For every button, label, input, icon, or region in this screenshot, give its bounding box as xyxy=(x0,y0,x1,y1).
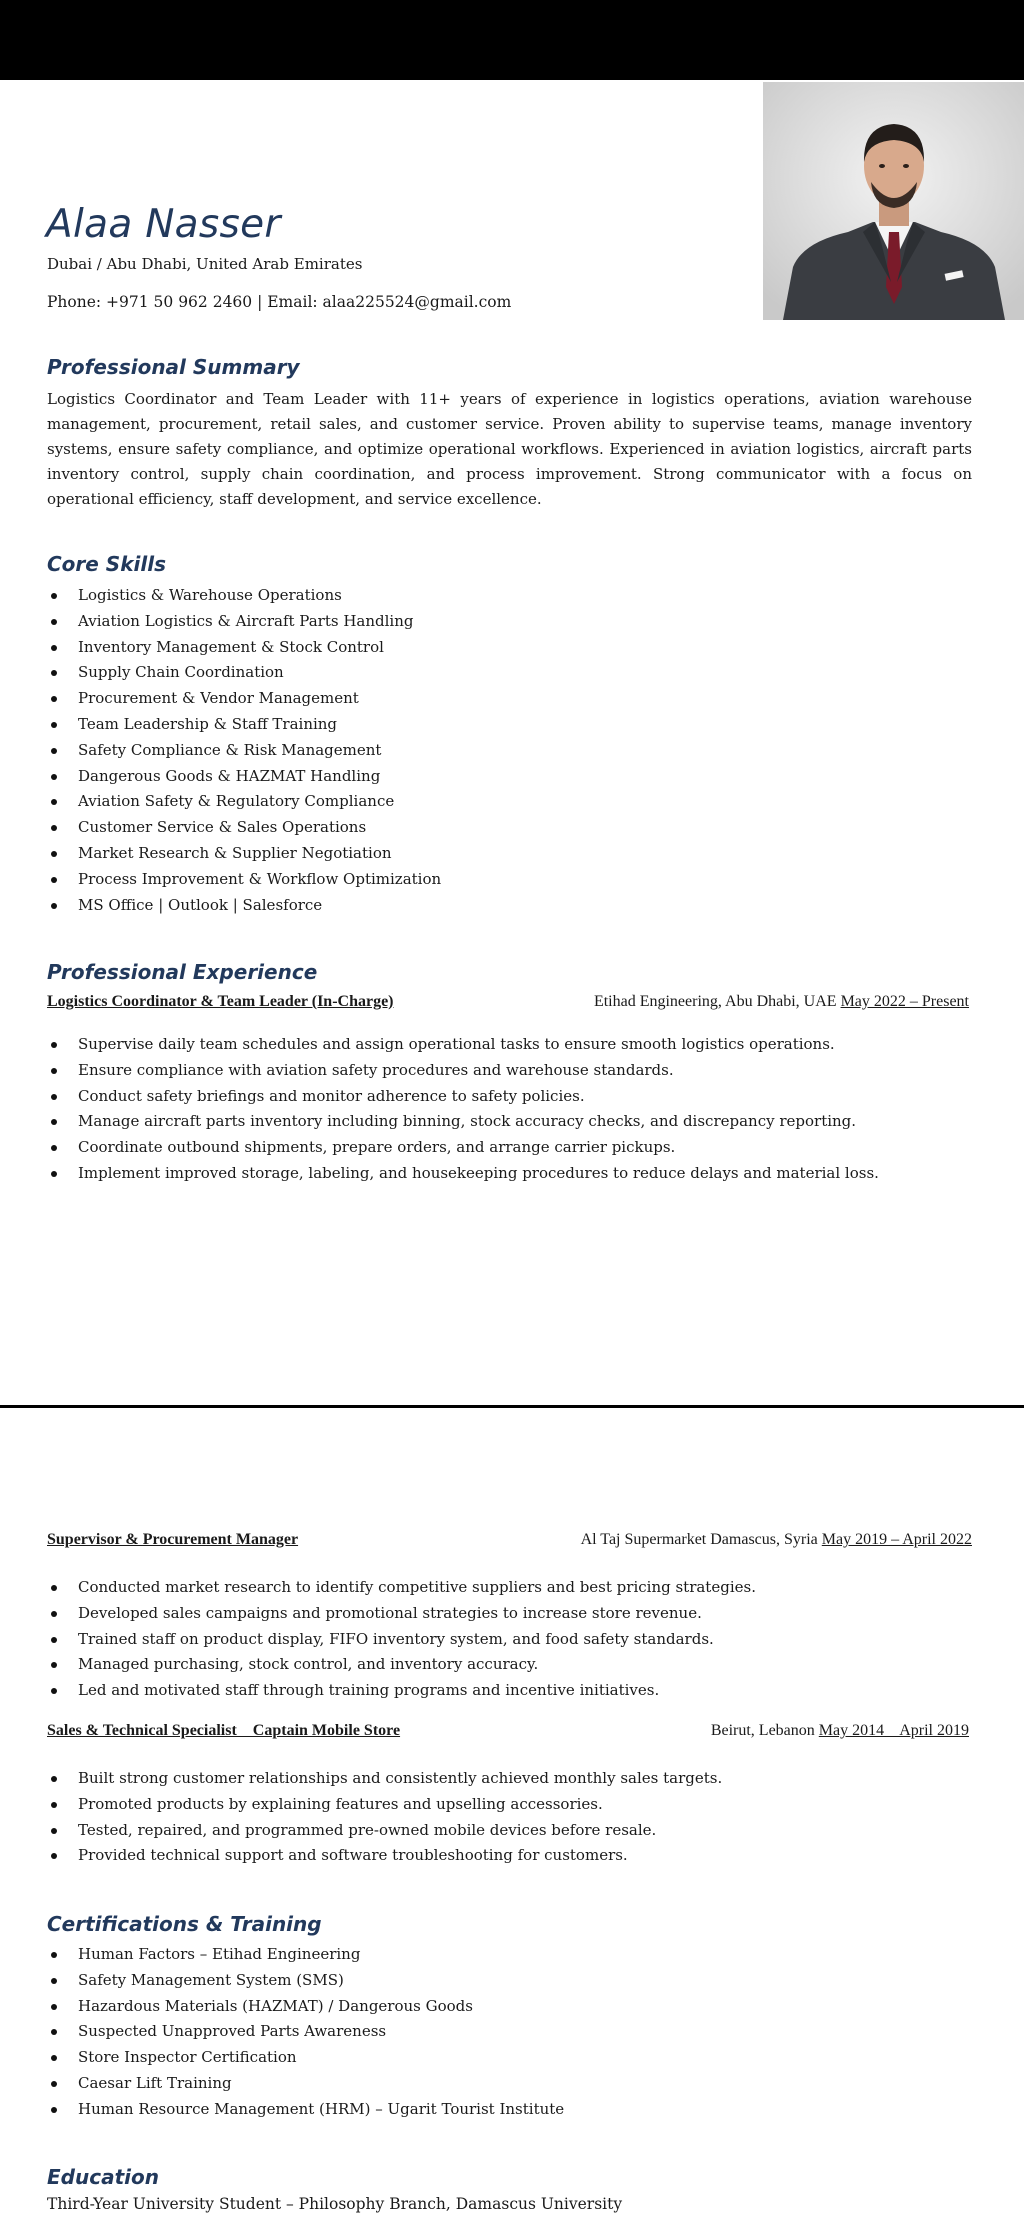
list-item: Supply Chain Coordination xyxy=(47,660,441,686)
list-item: Human Factors – Etihad Engineering xyxy=(47,1942,564,1968)
list-item: Built strong customer relationships and consistently achieved monthly sales targets. xyxy=(47,1766,722,1792)
core-skills-heading: Core Skills xyxy=(47,552,166,576)
job-company-dates xyxy=(594,993,969,1011)
list-item: Supervise daily team schedules and assign operational tasks to ensure smooth logistics operations. xyxy=(47,1032,879,1058)
list-item: Ensure compliance with aviation safety procedures and warehouse standards. xyxy=(47,1058,879,1084)
job-dates: May 2022 – Present xyxy=(840,993,969,1010)
profile-photo xyxy=(763,82,1024,320)
list-item: Implement improved storage, labeling, and housekeeping procedures to reduce delays and material loss. xyxy=(47,1161,879,1187)
job-dates: May 2014 April 2019 xyxy=(818,1722,969,1739)
certifications-heading: Certifications & Training xyxy=(47,1912,322,1936)
profile-photo-illustration xyxy=(763,82,1024,320)
job-header xyxy=(47,1722,969,1746)
list-item: Provided technical support and software troubleshooting for customers. xyxy=(47,1843,722,1869)
list-item: Manage aircraft parts inventory including binning, stock accuracy checks, and discrepancy reporting. xyxy=(47,1109,879,1135)
list-item: Store Inspector Certification xyxy=(47,2045,564,2071)
job-duties-list xyxy=(47,1032,879,1187)
job-duties-list xyxy=(47,1575,756,1704)
candidate-name: Alaa Nasser xyxy=(46,202,281,247)
list-item: Managed purchasing, stock control, and inventory accuracy. xyxy=(47,1652,756,1678)
job-title: Supervisor & Procurement Manager xyxy=(47,1531,299,1548)
job-title: Logistics Coordinator & Team Leader (In-Charge) xyxy=(47,993,394,1010)
certifications-list xyxy=(47,1942,564,2123)
list-item: Developed sales campaigns and promotional strategies to increase store revenue. xyxy=(47,1601,756,1627)
experience-heading: Professional Experience xyxy=(47,960,318,984)
list-item: Process Improvement & Workflow Optimization xyxy=(47,867,441,893)
list-item: Safety Management System (SMS) xyxy=(47,1968,564,1994)
list-item: MS Office | Outlook | Salesforce xyxy=(47,893,441,919)
job-company: Al Taj Supermarket Damascus, Syria xyxy=(580,1531,818,1548)
summary-text: Logistics Coordinator and Team Leader with 11+ years of experience in logistics operations, aviation warehouse management, procurement, retail sales, and customer service. Proven ability to supervise teams, manage inventory systems, ensure safety compliance, and optimize operational workflows. Experienced in aviation logistics, aircraft parts inventory control, supply chain coordination, and process improvement. Strong communicator with a focus on operational efficiency, staff development, and service excellence. xyxy=(47,390,972,508)
list-item: Coordinate outbound shipments, prepare orders, and arrange carrier pickups. xyxy=(47,1135,879,1161)
summary-heading: Professional Summary xyxy=(47,355,300,379)
core-skills-list xyxy=(47,583,441,918)
list-item: Safety Compliance & Risk Management xyxy=(47,738,441,764)
job-header xyxy=(47,1531,972,1555)
education-heading: Education xyxy=(47,2165,159,2189)
list-item: Aviation Safety & Regulatory Compliance xyxy=(47,789,441,815)
candidate-location: Dubai / Abu Dhabi, United Arab Emirates xyxy=(47,255,363,273)
job-company: Etihad Engineering, Abu Dhabi, UAE xyxy=(593,993,837,1010)
job-header xyxy=(47,993,969,1017)
list-item: Tested, repaired, and programmed pre-owned mobile devices before resale. xyxy=(47,1818,722,1844)
list-item: Market Research & Supplier Negotiation xyxy=(47,841,441,867)
job-company-dates xyxy=(711,1722,969,1740)
job-duties-list xyxy=(47,1766,722,1869)
list-item: Aviation Logistics & Aircraft Parts Handling xyxy=(47,609,441,635)
list-item: Conduct safety briefings and monitor adherence to safety policies. xyxy=(47,1084,879,1110)
list-item: Caesar Lift Training xyxy=(47,2071,564,2097)
list-item: Conducted market research to identify competitive suppliers and best pricing strategies. xyxy=(47,1575,756,1601)
list-item: Suspected Unapproved Parts Awareness xyxy=(47,2019,564,2045)
list-item: Team Leadership & Staff Training xyxy=(47,712,441,738)
top-black-bar xyxy=(0,0,1024,80)
list-item: Trained staff on product display, FIFO inventory system, and food safety standards. xyxy=(47,1627,756,1653)
list-item: Dangerous Goods & HAZMAT Handling xyxy=(47,764,441,790)
job-dates: May 2019 – April 2022 xyxy=(821,1531,972,1548)
job-company-dates xyxy=(581,1531,972,1549)
list-item: Customer Service & Sales Operations xyxy=(47,815,441,841)
list-item: Promoted products by explaining features and upselling accessories. xyxy=(47,1792,722,1818)
list-item: Led and motivated staff through training programs and incentive initiatives. xyxy=(47,1678,756,1704)
list-item: Human Resource Management (HRM) – Ugarit Tourist Institute xyxy=(47,2097,564,2123)
education-text: Third-Year University Student – Philosophy Branch, Damascus University xyxy=(47,2195,623,2213)
page-break-divider xyxy=(0,1405,1024,1408)
list-item: Inventory Management & Stock Control xyxy=(47,635,441,661)
candidate-contact: Phone: +971 50 962 2460 | Email: alaa225524@gmail.com xyxy=(47,293,512,311)
job-title: Sales & Technical Specialist Captain Mobile Store xyxy=(47,1722,401,1739)
list-item: Procurement & Vendor Management xyxy=(47,686,441,712)
job-company: Beirut, Lebanon xyxy=(710,1722,815,1739)
list-item: Logistics & Warehouse Operations xyxy=(47,583,441,609)
list-item: Hazardous Materials (HAZMAT) / Dangerous Goods xyxy=(47,1994,564,2020)
